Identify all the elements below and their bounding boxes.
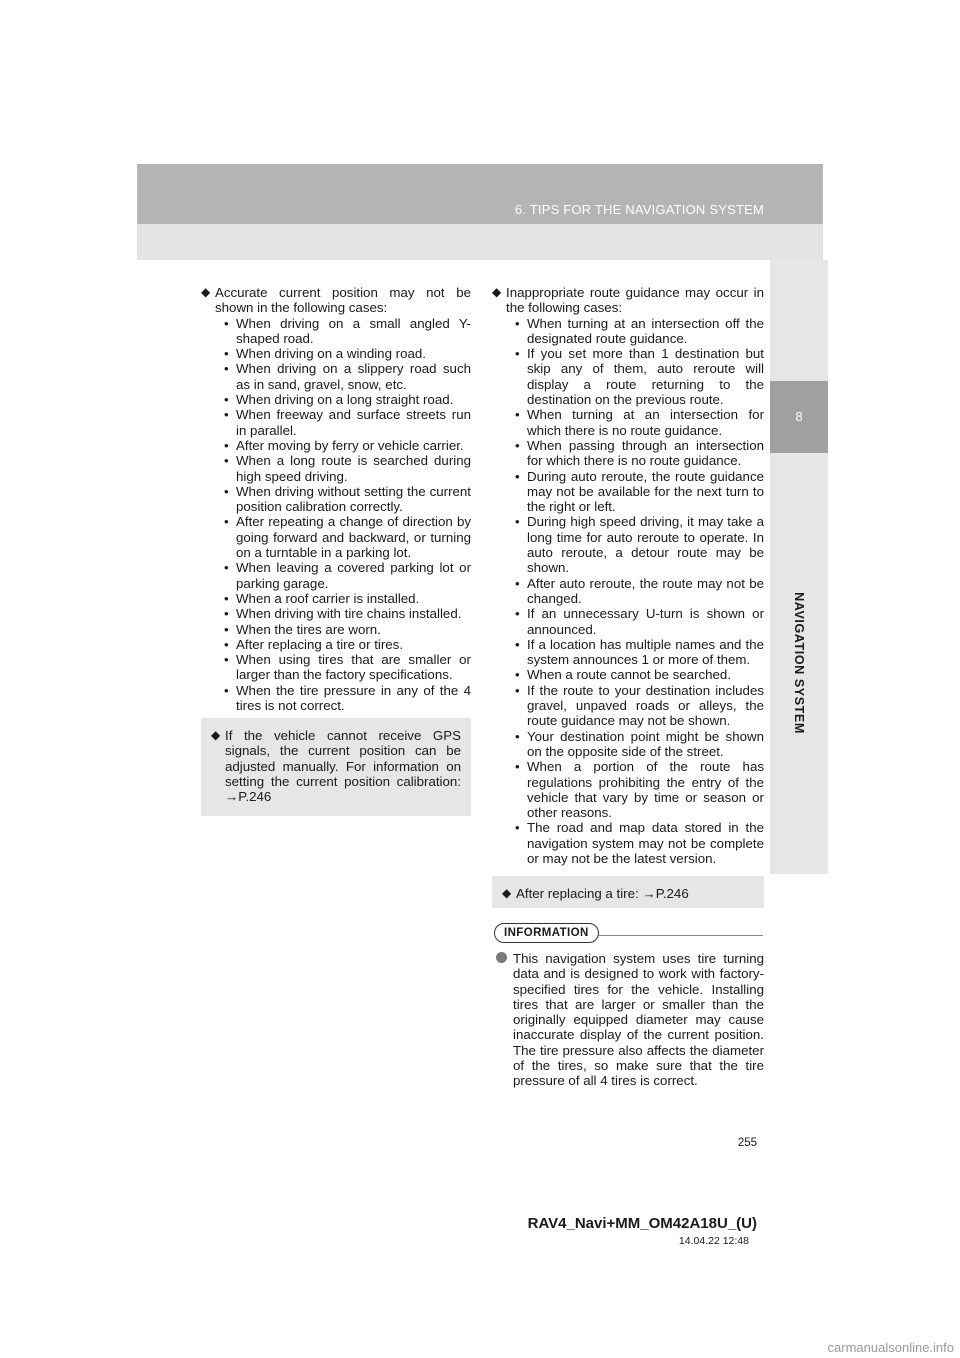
sub-list-item: • When driving on a small angled Y-shaped road. xyxy=(215,316,471,347)
sub-list-item: • When leaving a covered parking lot or parking garage. xyxy=(215,560,471,591)
sub-list xyxy=(506,316,764,867)
sub-list-item: • When driving with tire chains installed. xyxy=(215,606,471,621)
diamond-bullet-icon: ◆ xyxy=(502,886,512,900)
lead-text: Inappropriate route guidance may occur in the following cases: xyxy=(506,285,764,316)
sub-list-item: • After repeating a change of direction by going forward and backward, or turning on a turntable in a parking lot. xyxy=(215,514,471,560)
lead-text: Accurate current position may not be shown in the following cases: xyxy=(215,285,471,316)
list-item xyxy=(201,285,471,713)
sub-list-item: • When passing through an intersection for which there is no route guidance. xyxy=(506,438,764,469)
information-tag: INFORMATION xyxy=(494,923,599,943)
watermark: carmanualsonline.info xyxy=(827,1340,954,1355)
sub-list-item: • When the tire pressure in any of the 4 tires is not correct. xyxy=(215,683,471,714)
information-text: This navigation system uses tire turning data and is designed to work with factory-specified tires for the vehicle. Installing tires that are larger or smaller than the originally equipped diameter may cause inaccurate display of the current position. The tire pressure also affects the diameter of the tires, so make sure that the tire pressure of all 4 tires is correct. xyxy=(513,951,764,1089)
diamond-bullet-icon: ◆ xyxy=(211,728,221,742)
side-tab xyxy=(770,260,828,874)
sub-list-item: • After moving by ferry or vehicle carrier. xyxy=(215,438,471,453)
sub-list xyxy=(215,316,471,714)
sub-list-item: • When turning at an intersection off the designated route guidance. xyxy=(506,316,764,347)
sub-list-item: • When driving on a winding road. xyxy=(215,346,471,361)
sub-list-item: • When driving without setting the current position calibration correctly. xyxy=(215,484,471,515)
note-text: If the vehicle cannot receive GPS signals, the current position can be adjusted manually. For information on setting the current position calibration: xyxy=(225,728,461,789)
document-id: RAV4_Navi+MM_OM42A18U_(U) xyxy=(527,1215,757,1232)
information-body xyxy=(494,951,764,1089)
page-reference-link[interactable]: →P.246 xyxy=(642,886,689,901)
note-box xyxy=(201,718,471,816)
sub-list-item: • When turning at an intersection for which there is no route guidance. xyxy=(506,407,764,438)
sub-list-item: • If the route to your destination includes gravel, unpaved roads or alleys, the route guidance may not be shown. xyxy=(506,683,764,729)
sub-list-item: • During auto reroute, the route guidance may not be available for the next turn to the right or left. xyxy=(506,469,764,515)
sub-list-item: • During high speed driving, it may take a long time for auto reroute to operate. In auto reroute, a detour route may be shown. xyxy=(506,514,764,575)
sub-list-item: • The road and map data stored in the navigation system may not be complete or may not be the latest version. xyxy=(506,820,764,866)
sub-list-item: • After auto reroute, the route may not be changed. xyxy=(506,576,764,607)
chapter-number: 8 xyxy=(795,409,803,424)
sub-list-item: • When driving on a slippery road such as in sand, gravel, snow, etc. xyxy=(215,361,471,392)
note-text: After replacing a tire: xyxy=(516,886,639,901)
section-title: 6. TIPS FOR THE NAVIGATION SYSTEM xyxy=(514,202,764,217)
sub-list-item: • When a portion of the route has regulations prohibiting the entry of the vehicle that vary by time or season or other reasons. xyxy=(506,759,764,820)
page-reference-link[interactable]: →P.246 xyxy=(225,789,272,805)
sub-list-item: • When freeway and surface streets run in parallel. xyxy=(215,407,471,438)
sub-list-item: • If a location has multiple names and the system announces 1 or more of them. xyxy=(506,637,764,668)
sub-list-item: • When the tires are worn. xyxy=(215,622,471,637)
sub-list-item: • When a roof carrier is installed. xyxy=(215,591,471,606)
left-column xyxy=(201,285,471,713)
right-column xyxy=(492,285,764,866)
circle-bullet-icon xyxy=(496,952,507,963)
sub-list-item: • If you set more than 1 destination but skip any of them, auto reroute will display a route returning to the destination on the previous route. xyxy=(506,346,764,407)
sub-list-item: • After replacing a tire or tires. xyxy=(215,637,471,652)
sub-list-item: • If an unnecessary U-turn is shown or announced. xyxy=(506,606,764,637)
note-box xyxy=(492,876,764,908)
sub-list-item: • When using tires that are smaller or larger than the factory specifications. xyxy=(215,652,471,683)
chapter-tab xyxy=(770,381,828,453)
sub-list-item: • When a route cannot be searched. xyxy=(506,667,764,682)
diamond-bullet-icon: ◆ xyxy=(201,285,211,299)
page-number: 255 xyxy=(737,1137,757,1149)
sub-list-item: • When driving on a long straight road. xyxy=(215,392,471,407)
diamond-bullet-icon: ◆ xyxy=(492,285,502,299)
sub-list-item: • Your destination point might be shown on the opposite side of the street. xyxy=(506,729,764,760)
chapter-label: NAVIGATION SYSTEM xyxy=(792,592,806,734)
header-band-lower xyxy=(137,224,823,260)
sub-list-item: • When a long route is searched during high speed driving. xyxy=(215,453,471,484)
list-item xyxy=(492,285,764,866)
timestamp: 14.04.22 12:48 xyxy=(678,1235,749,1247)
divider xyxy=(597,935,763,936)
